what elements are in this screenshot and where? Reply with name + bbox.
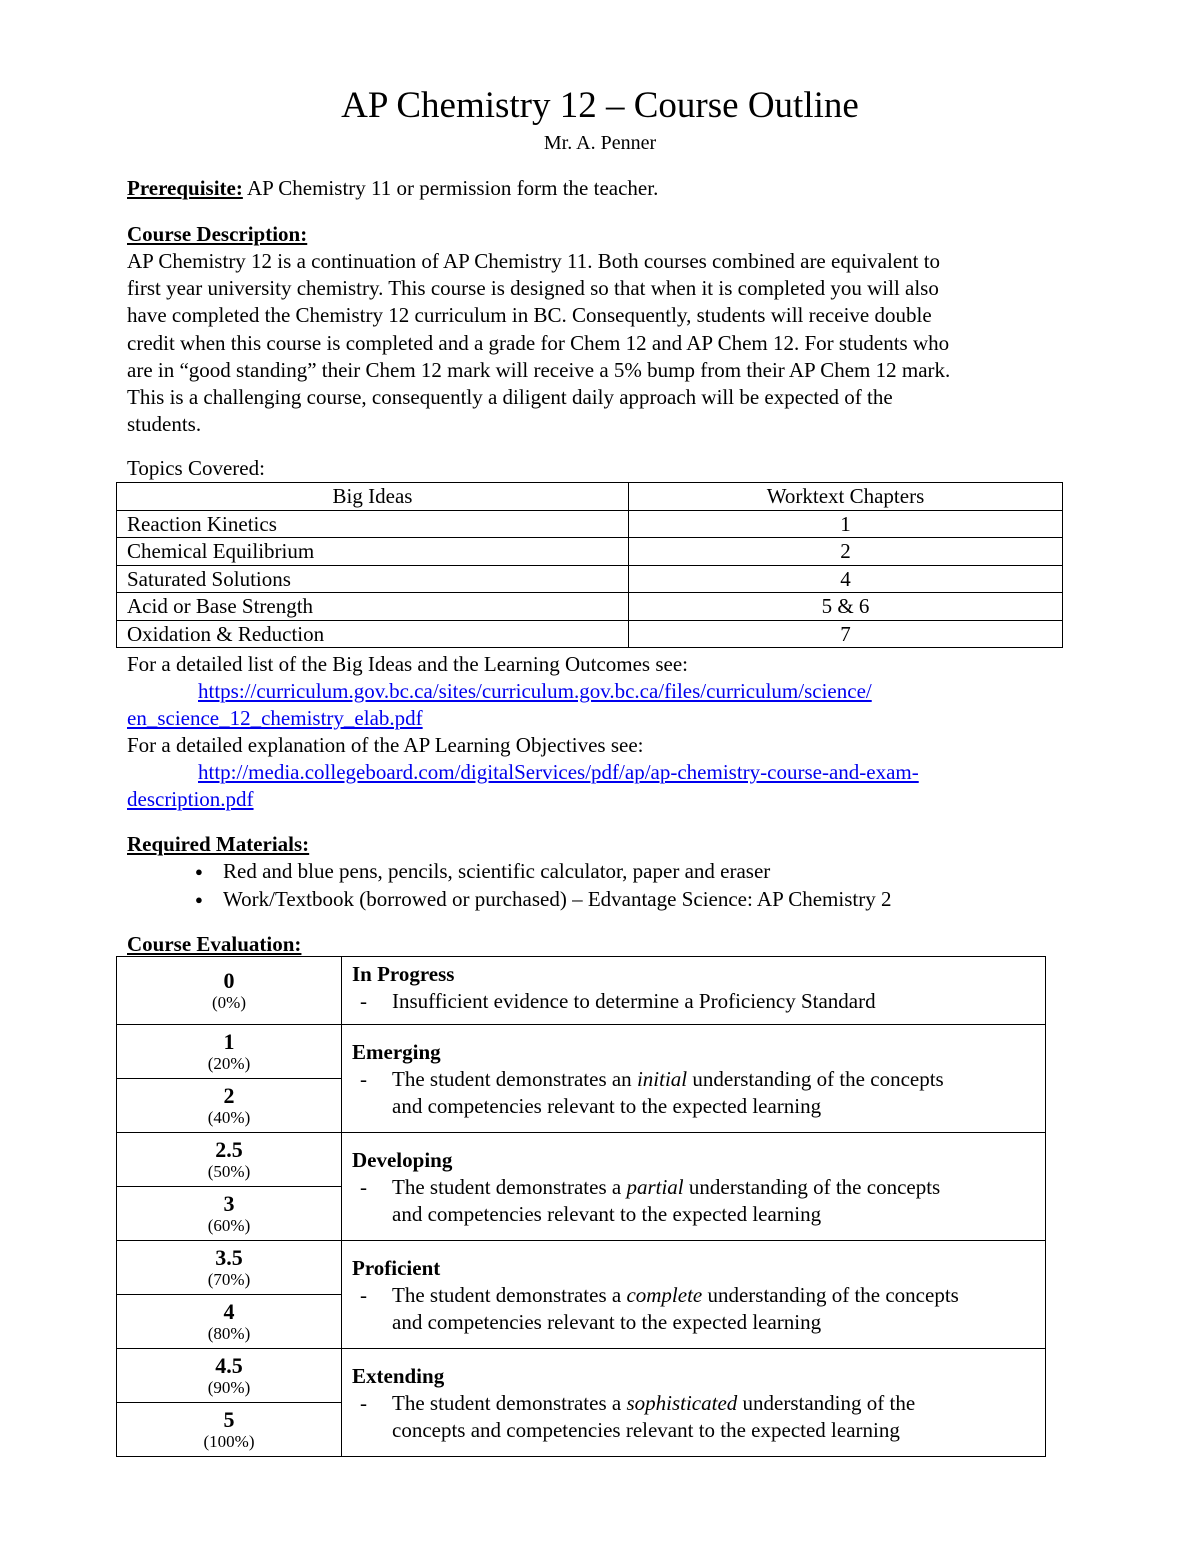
level-text-line2: and competencies relevant to the expected learning [392, 1094, 822, 1118]
level-description [352, 1282, 1035, 1336]
score-cell [117, 957, 342, 1025]
materials-heading: Required Materials: [127, 832, 310, 856]
curriculum-link-continued[interactable]: en_science_12_chemistry_elab.pdf [127, 706, 423, 730]
prerequisite-line [127, 176, 658, 201]
level-text-line2: concepts and competencies relevant to the expected learning [392, 1418, 900, 1442]
evaluation-heading: Course Evaluation: [127, 932, 302, 956]
description-line: This is a challenging course, consequently a diligent daily approach will be expected of the [127, 385, 893, 410]
topic-chapter: 5 & 6 [629, 593, 1063, 621]
topic-name: Oxidation & Reduction [117, 620, 629, 648]
level-description-text: Insufficient evidence to determine a Proficiency Standard [392, 989, 876, 1013]
level-cell [342, 1133, 1046, 1241]
dash-marker: - [360, 1067, 367, 1091]
score-percent: (0%) [212, 992, 246, 1012]
table-row [117, 510, 1063, 538]
level-text-emphasis: initial [636, 1067, 688, 1091]
list-item: ● Work/Textbook (borrowed or purchased) – Edvantage Science: AP Chemistry 2 [190, 886, 891, 914]
level-name: Proficient [352, 1256, 441, 1280]
topics-label: Topics Covered: [127, 456, 265, 480]
level-description [352, 1390, 1035, 1444]
topic-chapter: 1 [629, 510, 1063, 538]
score-percent: (20%) [207, 1053, 251, 1073]
list-item: ● Red and blue pens, pencils, scientific calculator, paper and eraser [190, 858, 891, 886]
column-header: Worktext Chapters [629, 483, 1063, 511]
topics-table [116, 482, 1063, 648]
score-value: 2.5 [215, 1136, 243, 1162]
score-percent: (60%) [207, 1215, 251, 1235]
level-text-post: understanding of the concepts [702, 1283, 959, 1307]
prerequisite-text: AP Chemistry 11 or permission form the teacher. [246, 176, 659, 200]
score-value: 4.5 [215, 1352, 243, 1378]
description-line: AP Chemistry 12 is a continuation of AP Chemistry 11. Both courses combined are equivalent to [127, 249, 941, 273]
topic-name: Saturated Solutions [117, 565, 629, 593]
dash-marker: - [360, 1175, 367, 1199]
level-text-post: understanding of the concepts [683, 1175, 941, 1199]
description-line: have completed the Chemistry 12 curriculum in BC. Consequently, students will receive double [127, 303, 932, 328]
score-cell [117, 1079, 342, 1133]
level-text-emphasis: sophisticated [626, 1391, 738, 1415]
column-header: Big Ideas [117, 483, 629, 511]
score-value: 2 [223, 1082, 235, 1108]
collegeboard-link-continued[interactable]: description.pdf [127, 787, 254, 811]
score-cell [117, 1403, 342, 1457]
page-title: AP Chemistry 12 – Course Outline [341, 85, 859, 126]
description-line: are in “good standing” their Chem 12 mark will receive a 5% bump from their AP Chem 12 mark. [127, 357, 951, 382]
prerequisite-label: Prerequisite: [127, 176, 243, 200]
level-name: Extending [352, 1364, 445, 1388]
level-text-pre: The student demonstrates an [392, 1067, 637, 1091]
evaluation-table [116, 956, 1046, 1457]
level-text-post: understanding of the concepts [687, 1067, 944, 1091]
score-cell [117, 1241, 342, 1295]
score-percent: (70%) [207, 1269, 251, 1289]
level-name: In Progress [352, 962, 455, 986]
level-text-emphasis: complete [626, 1283, 703, 1307]
table-row [117, 1133, 1046, 1187]
score-percent: (40%) [207, 1107, 251, 1127]
score-cell [117, 1295, 342, 1349]
description-line: first year university chemistry. This course is designed so that when it is completed you will also [127, 276, 939, 301]
level-name: Developing [352, 1148, 453, 1172]
score-percent: (100%) [203, 1431, 255, 1451]
table-row [117, 538, 1063, 566]
curriculum-link[interactable]: https://curriculum.gov.bc.ca/sites/curriculum.gov.bc.ca/files/curriculum/science/ [198, 679, 872, 703]
level-cell [342, 957, 1046, 1025]
score-value: 0 [223, 967, 235, 993]
score-cell [117, 1349, 342, 1403]
bigideas-reference-text: For a detailed list of the Big Ideas and the Learning Outcomes see: [127, 652, 689, 676]
score-percent: (50%) [207, 1161, 251, 1181]
dash-marker: - [360, 1391, 367, 1415]
level-text-line2: and competencies relevant to the expected learning [392, 1202, 822, 1226]
level-text-pre: The student demonstrates a [392, 1175, 627, 1199]
description-paragraph [127, 248, 1077, 438]
collegeboard-link[interactable]: http://media.collegeboard.com/digitalServices/pdf/ap/ap-chemistry-course-and-exam- [198, 760, 919, 784]
topic-chapter: 2 [629, 538, 1063, 566]
author-name: Mr. A. Penner [543, 132, 657, 154]
table-row [117, 565, 1063, 593]
dash-marker: - [360, 1283, 367, 1307]
table-row [117, 1025, 1046, 1079]
score-value: 1 [223, 1028, 235, 1054]
score-percent: (80%) [207, 1323, 251, 1343]
topic-name: Acid or Base Strength [117, 593, 629, 621]
table-header-row [117, 483, 1063, 511]
level-cell [342, 1349, 1046, 1457]
score-value: 3 [223, 1190, 235, 1216]
score-value: 3.5 [215, 1244, 243, 1270]
topic-chapter: 7 [629, 620, 1063, 648]
ap-reference-text: For a detailed explanation of the AP Learning Objectives see: [127, 733, 644, 757]
score-percent: (90%) [207, 1377, 251, 1397]
level-cell [342, 1241, 1046, 1349]
table-row [117, 957, 1046, 1025]
level-text-pre: The student demonstrates a [392, 1283, 627, 1307]
score-cell [117, 1187, 342, 1241]
score-cell [117, 1133, 342, 1187]
dash-marker: - [360, 989, 367, 1013]
score-cell [117, 1025, 342, 1079]
level-text-line2: and competencies relevant to the expected learning [392, 1310, 822, 1334]
table-row [117, 620, 1063, 648]
score-value: 5 [223, 1406, 235, 1432]
level-text-emphasis: partial [626, 1175, 684, 1199]
level-text-post: understanding of the [737, 1391, 916, 1415]
level-cell [342, 1025, 1046, 1133]
topic-name: Reaction Kinetics [117, 510, 629, 538]
table-row [117, 593, 1063, 621]
level-text-pre: The student demonstrates a [392, 1391, 627, 1415]
description-line: credit when this course is completed and a grade for Chem 12 and AP Chem 12. For students who [127, 330, 950, 355]
table-row [117, 1349, 1046, 1403]
materials-list [190, 858, 891, 913]
description-line: students. [127, 412, 202, 437]
level-description [352, 1174, 1035, 1228]
description-heading: Course Description: [127, 222, 308, 246]
score-value: 4 [223, 1298, 235, 1324]
level-description [352, 988, 1035, 1015]
level-description [352, 1066, 1035, 1120]
topic-chapter: 4 [629, 565, 1063, 593]
topic-name: Chemical Equilibrium [117, 538, 629, 566]
table-row [117, 1241, 1046, 1295]
level-name: Emerging [352, 1040, 441, 1064]
